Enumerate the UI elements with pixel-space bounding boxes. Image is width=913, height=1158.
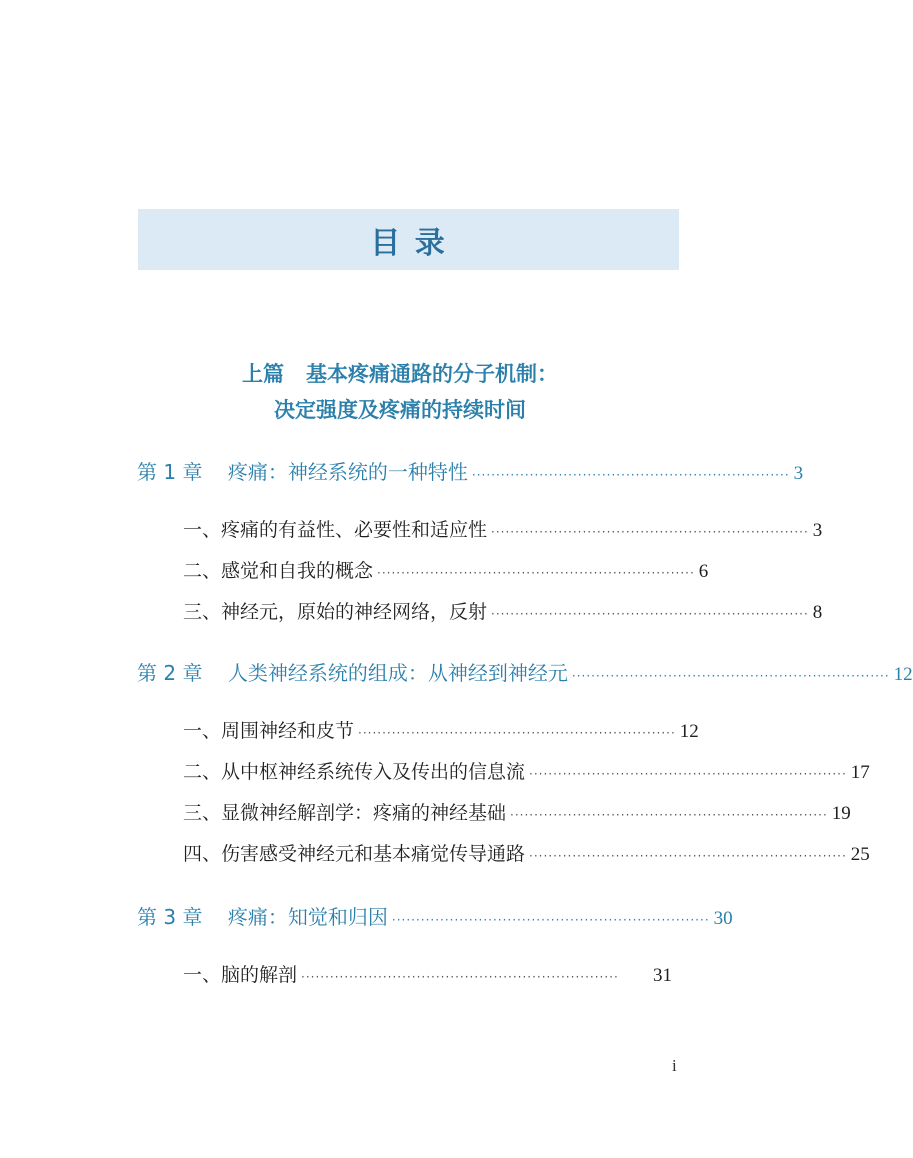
toc-heading: 目 录 <box>370 225 447 261</box>
part-title-line-1: 上篇 基本疼痛通路的分子机制： <box>242 362 558 386</box>
toc-entry-section[interactable] <box>183 839 870 866</box>
toc-entry-page: 25 <box>850 844 870 865</box>
toc-entry-section[interactable] <box>183 716 699 743</box>
toc-entry-section[interactable] <box>183 556 709 583</box>
part-title-line-2: 决定强度及疼痛的持续时间 <box>274 398 526 422</box>
dot-leader: ·································································· <box>571 669 890 683</box>
toc-entry-label: 第 3 章 疼痛：知觉和归因 <box>137 905 388 929</box>
toc-entry-section[interactable] <box>183 757 870 784</box>
toc-entry-chapter-2[interactable] <box>137 657 913 686</box>
toc-entry-page: 17 <box>850 762 870 783</box>
toc-entry-label: 一、疼痛的有益性、必要性和适应性 <box>183 519 488 541</box>
toc-entry-section[interactable] <box>183 798 851 825</box>
toc-entry-chapter-3[interactable] <box>137 901 733 930</box>
toc-entry-label: 第 2 章 人类神经系统的组成：从神经到神经元 <box>137 661 568 685</box>
toc-entry-label: 一、脑的解剖 <box>183 964 298 986</box>
toc-entry-label: 三、显微神经解剖学：疼痛的神经基础 <box>183 802 507 824</box>
toc-entry-label: 四、伤害感受神经元和基本痛觉传导通路 <box>183 843 526 865</box>
toc-entry-chapter-1[interactable] <box>137 456 804 485</box>
toc-entry-section[interactable] <box>183 597 823 624</box>
page-number: i <box>672 1056 677 1075</box>
dot-leader: ·································································· <box>510 808 828 822</box>
toc-entry-page: 30 <box>713 908 733 929</box>
dot-leader: ·································································· <box>529 849 847 863</box>
dot-leader: ·································································· <box>529 767 847 781</box>
dot-leader: ·································································· <box>491 525 809 539</box>
toc-entry-label: 三、神经元，原始的神经网络，反射 <box>183 601 488 623</box>
toc-entry-page: 3 <box>793 463 804 484</box>
toc-entry-label: 二、从中枢神经系统传入及传出的信息流 <box>183 761 526 783</box>
dot-leader: ·································································· <box>471 468 790 482</box>
toc-heading-band <box>138 209 679 270</box>
toc-entry-page: 19 <box>831 803 851 824</box>
dot-leader: ·································································· <box>301 970 619 984</box>
dot-leader: ·································································· <box>358 726 676 740</box>
toc-entry-page: 8 <box>812 602 823 623</box>
toc-entry-label: 一、周围神经和皮节 <box>183 720 355 742</box>
toc-entry-page: 12 <box>679 721 699 742</box>
toc-entry-page: 6 <box>698 561 709 582</box>
toc-entry-page: 31 <box>653 965 672 986</box>
dot-leader: ·································································· <box>377 566 695 580</box>
toc-entry-label: 二、感觉和自我的概念 <box>183 560 374 582</box>
toc-entry-section[interactable] <box>183 515 823 542</box>
toc-entry-label: 第 1 章 疼痛：神经系统的一种特性 <box>137 460 468 484</box>
dot-leader: ·································································· <box>491 607 809 621</box>
dot-leader: ·································································· <box>391 913 710 927</box>
toc-entry-page: 3 <box>812 520 823 541</box>
toc-entry-section[interactable] <box>183 960 672 987</box>
toc-entry-page: 12 <box>893 664 913 685</box>
